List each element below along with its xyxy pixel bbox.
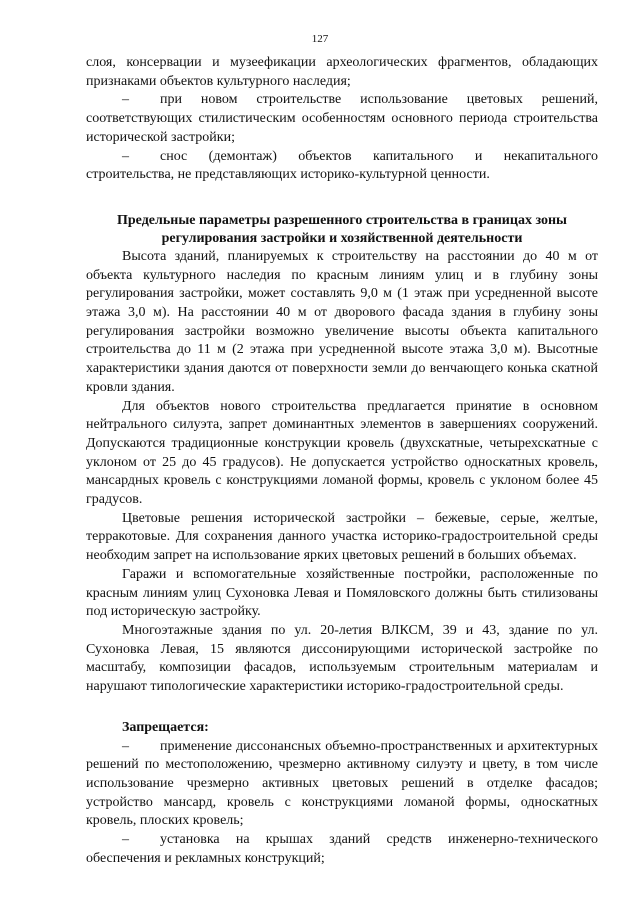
intro-bullet — [86, 148, 598, 185]
bullet-text: при новом строительстве использование цветовых решений, соответствующих стилистическим особенностям основного периода строительства исторической застройки; — [86, 92, 598, 145]
paragraph-garages: Гаражи и вспомогательные хозяйственные постройки, расположенные по красным линиям улиц Сухоновка Левая и Помяловского должны быть стилизованы под историческую застройку. — [86, 566, 598, 620]
dash-marker: – — [122, 148, 129, 164]
paragraph-height: Высота зданий, планируемых к строительству на расстоянии до 40 м от объекта культурного наследия по красным линиям улиц и в глубину зоны регулирования застройки, может составлять 9,0 м (1 этаж при усредненной высоте этажа 3,0 м). На расстоянии 40 м от дворового фасада здания в глубину зоны регулирования застройки возможно увеличение высоты объекта капитального строительства до 11 м (2 этажа при усредненной высоте этажа 3,0 м). Высотные характеристики здания даются от поверхности земли до венчающего конька скатной кровли здания. — [86, 248, 598, 395]
dash-marker: – — [122, 92, 129, 108]
section-heading-line: Предельные параметры разрешенного строительства в границах зоны — [117, 212, 567, 228]
prohibited-item — [86, 738, 598, 832]
intro-bullet — [86, 91, 598, 147]
section-heading-line: регулирования застройки и хозяйственной деятельности — [161, 230, 523, 246]
page-number: 127 — [311, 33, 329, 45]
document-body — [86, 54, 598, 868]
intro-continuation: слоя, консервации и музеефикации археологических фрагментов, обладающих признаками объектов культурного наследия; — [86, 55, 598, 89]
paragraph-dissonant-buildings: Многоэтажные здания по ул. 20-летия ВЛКСМ, 39 и 43, здание по ул. Сухоновка Левая, 15 являются диссонирующими исторической застройке по масштабу, композиции фасадов, используемым строительным материалам и нарушают типологические характеристики историко-градостроительной среды. — [86, 622, 598, 695]
paragraph-colors: Цветовые решения исторической застройки – бежевые, серые, желтые, терракотовые. Для сохранения данного участка историко-градостроительной среды необходим запрет на использование ярких цветовых решений в больших объемах. — [86, 510, 598, 564]
prohibited-item-text: применение диссонансных объемно-пространственных и архитектурных решений по местоположению, чрезмерно активному силуэту и цвету, в том числе использование чрезмерно активных цветовых решений в отделке фасадов; устройство мансард, кровель с конструкциями ломаной формы, односкатных кровель, плоских кровель; — [86, 738, 598, 829]
prohibited-label: Запрещается: — [122, 719, 209, 735]
dash-marker: – — [122, 738, 129, 754]
bullet-text: снос (демонтаж) объектов капитального и некапитального строительства, не представляющих историко-культурной ценности. — [86, 148, 598, 183]
section-heading — [86, 212, 598, 248]
prohibited-item — [86, 831, 598, 868]
prohibited-item-text: установка на крышах зданий средств инженерно-технического обеспечения и рекламных конструкций; — [86, 832, 598, 866]
dash-marker: – — [122, 832, 129, 848]
paragraph-roofs: Для объектов нового строительства предлагается принятие в основном нейтрального силуэта, запрет доминантных элементов в завершениях сооружений. Допускаются традиционные конструкции кровель (двухскатные, четырехскатные с уклоном от 25 до 45 градусов). Не допускается устройство односкатных кровель, мансардных кровель с конструкциями ломаной формы, кровель с уклоном более 45 градусов. — [86, 398, 598, 508]
